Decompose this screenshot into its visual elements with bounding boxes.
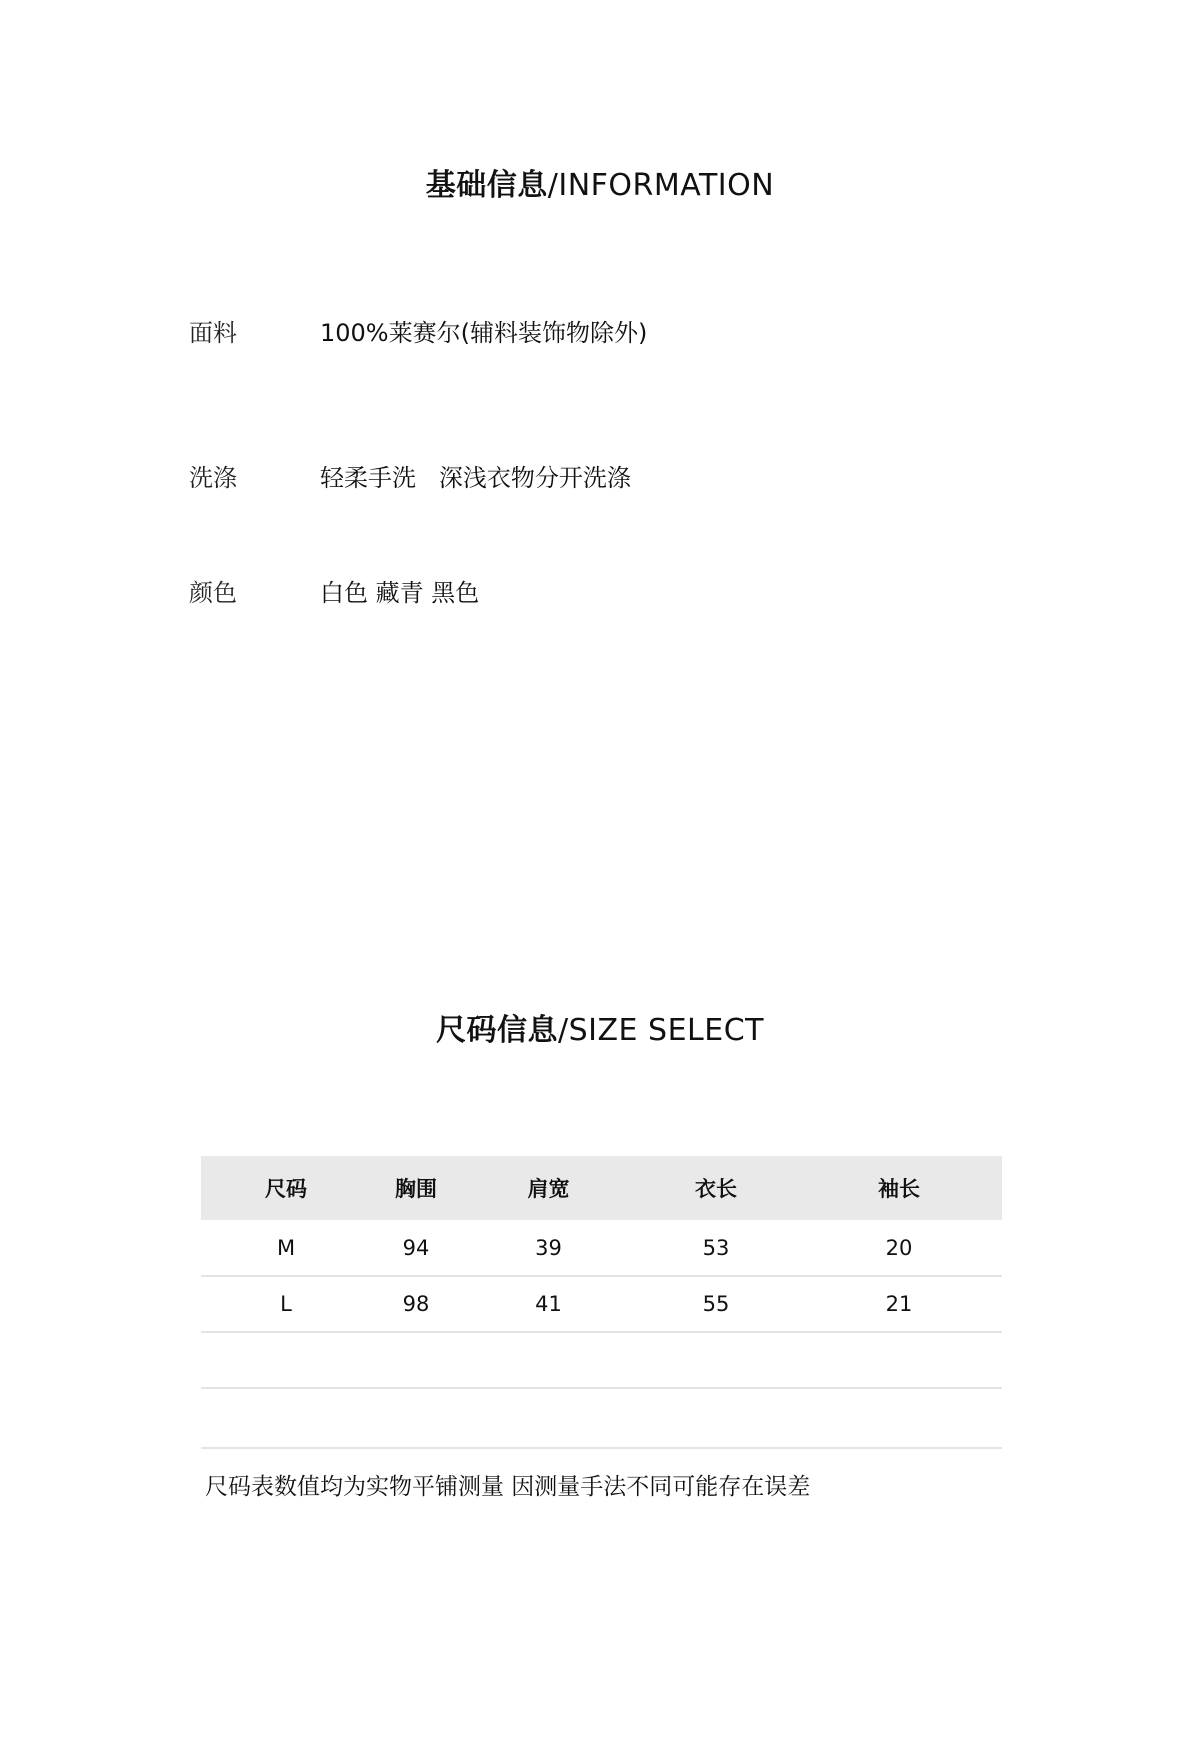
- table-cell: 94: [402, 1235, 430, 1260]
- table-cell: 39: [535, 1235, 562, 1260]
- table-row: [201, 1220, 1002, 1276]
- header-shoulder: 肩宽: [527, 1177, 570, 1201]
- table-cell: 20: [885, 1235, 913, 1260]
- fabric-value: 100%莱赛尔(辅料装饰物除外): [320, 319, 648, 347]
- info-section-title: [0, 160, 1200, 204]
- header-length: 衣长: [695, 1177, 737, 1201]
- size-section-title: [0, 1005, 1200, 1049]
- table-cell: 98: [402, 1292, 430, 1316]
- color-label: 颜色: [189, 579, 237, 607]
- empty-table-row: [201, 1332, 1002, 1388]
- table-cell: 21: [885, 1292, 913, 1316]
- washing-label: 洗涤: [189, 464, 237, 492]
- table-cell: L: [280, 1292, 292, 1316]
- washing-value: 轻柔手洗 深浅衣物分开洗涤: [320, 464, 631, 492]
- header-chest: 胸围: [395, 1177, 437, 1201]
- size-table-header: [201, 1156, 1002, 1220]
- table-cell: 41: [535, 1292, 562, 1316]
- size-table: [201, 1156, 1002, 1449]
- fabric-label: 面料: [189, 319, 237, 347]
- empty-table-row: [201, 1388, 1002, 1448]
- size-title-cn: 尺码信息: [436, 1013, 558, 1048]
- table-cell: 53: [702, 1235, 730, 1260]
- color-value: 白色 藏青 黑色: [320, 579, 480, 607]
- info-title-cn: 基础信息: [425, 168, 548, 203]
- header-sleeve: 袖长: [878, 1177, 920, 1201]
- size-note: 尺码表数值均为实物平铺测量 因测量手法不同可能存在误差: [205, 1474, 811, 1500]
- table-cell: M: [276, 1235, 296, 1260]
- size-title-en: /SIZE SELECT: [558, 1013, 764, 1048]
- info-title-en: /INFORMATION: [547, 168, 775, 203]
- table-cell: 55: [702, 1292, 730, 1316]
- table-row: [201, 1276, 1002, 1332]
- header-size: 尺码: [265, 1177, 307, 1201]
